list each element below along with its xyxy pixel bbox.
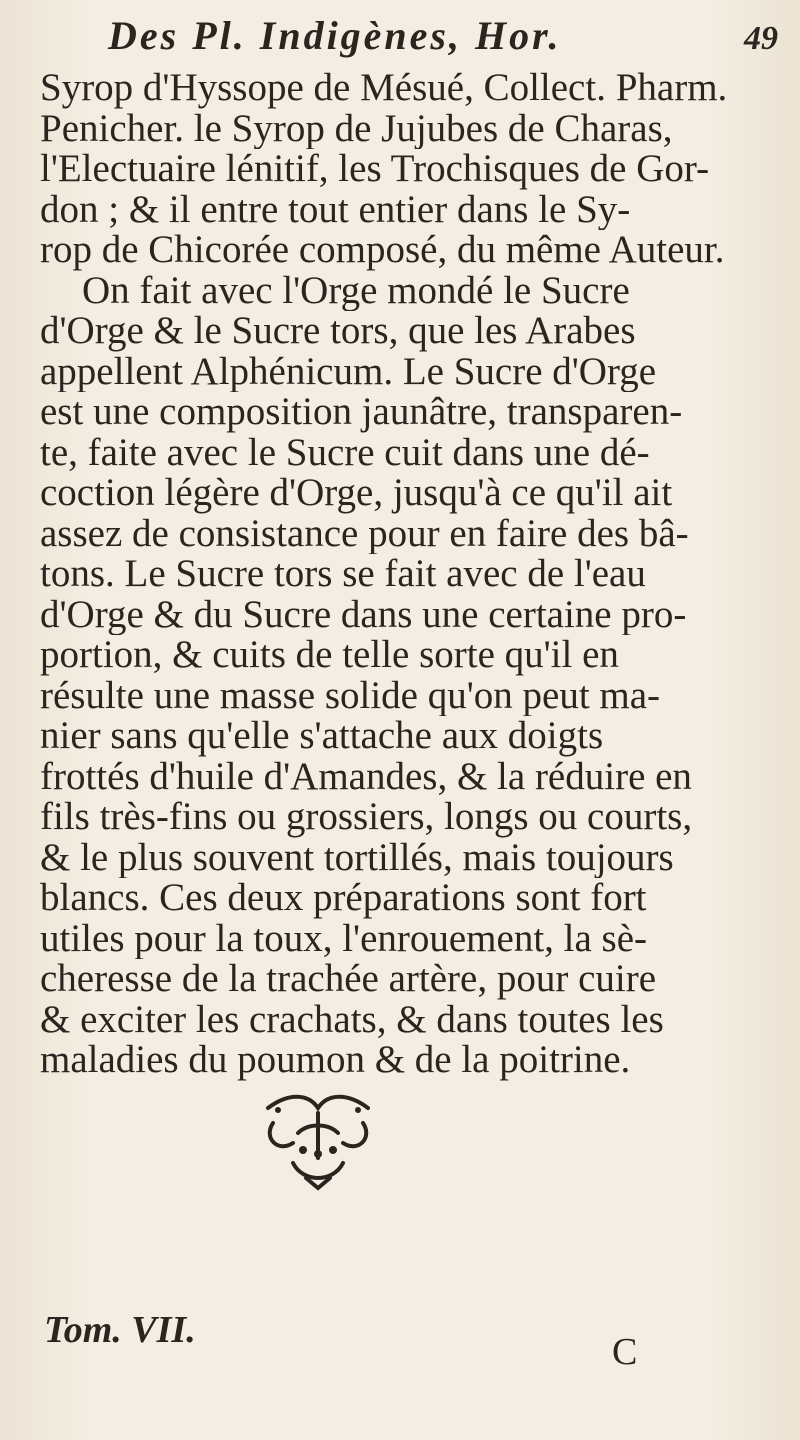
text-line: On fait avec l'Orge mondé le Sucre [82,270,630,311]
text-line: l'Electuaire lénitif, les Trochisques de Gor- [40,149,710,190]
text-line: Syrop d'Hyssope de Mésué, Collect. Pharm. [40,68,728,109]
text-line: utiles pour la toux, l'enrouement, la sè- [40,918,648,959]
body-text [40,68,780,1081]
running-head: Des Pl. Indigènes, Hor. [108,13,562,58]
text-line: résulte une masse solide qu'on peut ma- [40,675,661,716]
text-line: assez de consistance pour en faire des bâ- [40,513,689,554]
text-line: blancs. Ces deux préparations sont fort [40,878,647,919]
text-line: d'Orge & le Sucre tors, que les Arabes [40,311,636,352]
page-header [48,6,788,66]
text-line: Penicher. le Syrop de Jujubes de Charas, [40,108,673,149]
text-line: rop de Chicorée composé, du même Auteur. [40,230,725,271]
text-line: maladies du poumon & de la poitrine. [40,1040,631,1081]
page-number: 49 [744,20,778,57]
text-line: & le plus souvent tortillés, mais toujours [40,837,674,878]
text-line: coction légère d'Orge, jusqu'à ce qu'il ait [40,473,673,514]
text-line: est une composition jaunâtre, transparen- [40,392,683,433]
text-line: nier sans qu'elle s'attache aux doigts [40,716,604,757]
text-line: & exciter les crachats, & dans toutes les [40,999,664,1040]
text-line: d'Orge & du Sucre dans une certaine pro- [40,594,687,635]
text-line: appellent Alphénicum. Le Sucre d'Orge [40,351,657,392]
text-line: te, faite avec le Sucre cuit dans une dé- [40,432,650,473]
text-line: cheresse de la trachée artère, pour cuire [40,959,657,1000]
text-line: tons. Le Sucre tors se fait avec de l'eau [40,554,646,595]
volume-label: Tom. VII. [44,1309,196,1351]
text-line: frottés d'huile d'Amandes, & la réduire en [40,756,692,797]
text-line: portion, & cuits de telle sorte qu'il en [40,635,619,676]
text-line: fils très-fins ou grossiers, longs ou courts, [40,797,693,838]
fleuron-ornament-icon [248,1088,388,1198]
text-line: don ; & il entre tout entier dans le Sy- [40,189,631,230]
signature-mark: C [612,1331,638,1373]
